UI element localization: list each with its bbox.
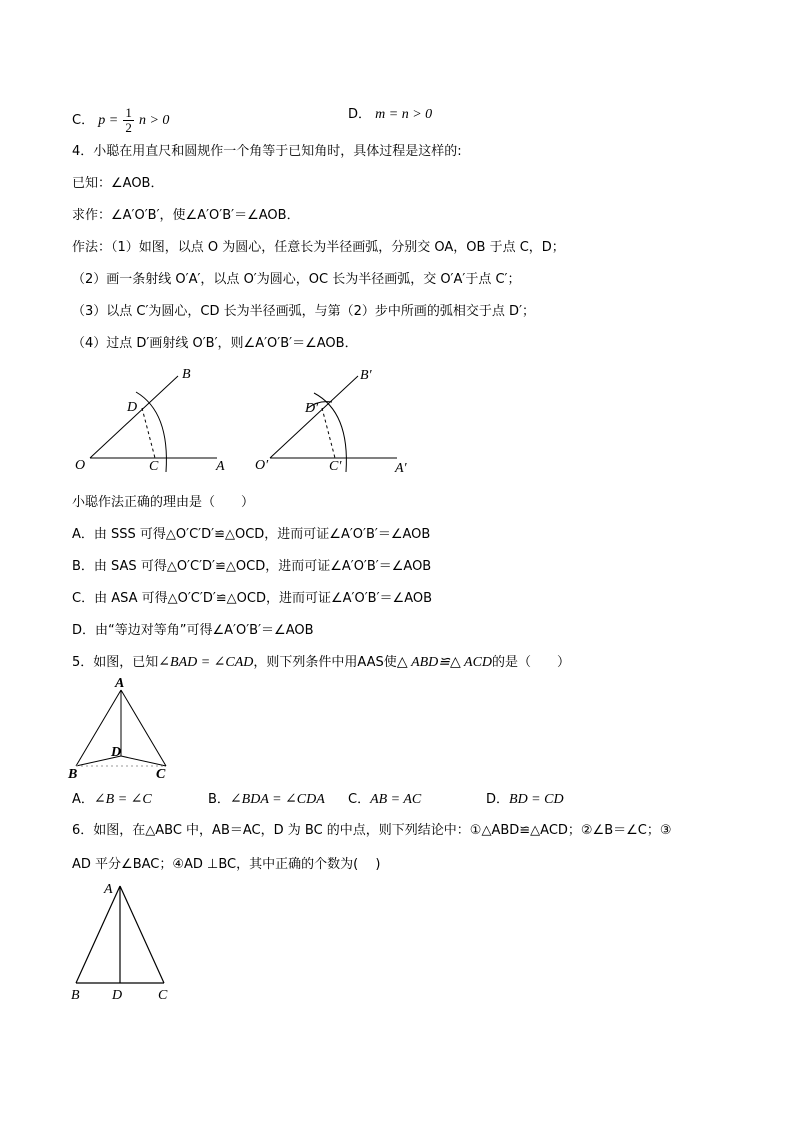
q3-option-c-fraction: $\frac{1}{2}$ <box>125 105 132 135</box>
q4-figure-constructed <box>250 362 420 477</box>
dashed-cd <box>142 408 155 458</box>
q3-option-c-expr-post: n > 0 <box>138 113 170 128</box>
label-a: A <box>216 459 225 474</box>
q5-option-d[interactable]: D．BD = CD <box>486 792 564 807</box>
label-o-prime: O′ <box>255 458 269 473</box>
label-d-prime: D′ <box>305 401 319 416</box>
q3-option-d-expr: m = n > 0 <box>375 107 433 122</box>
edge-cd <box>121 756 166 766</box>
q5-option-c[interactable]: C．AB = AC <box>348 792 422 807</box>
label-c: C <box>158 988 168 1003</box>
q6-line2: AD 平分∠BAC；④AD ⊥BC，其中正确的个数为( ) <box>72 857 381 872</box>
q3-option-c-expr-pre: p = <box>98 113 119 128</box>
q5-option-b[interactable]: B．∠BDA = ∠CDA <box>208 792 325 807</box>
label-c-prime: C′ <box>329 459 342 474</box>
q4-step4: （4）过点 D′画射线 O′B′，则∠A′O′B′＝∠AOB． <box>72 336 358 351</box>
label-b-prime: B′ <box>360 368 372 383</box>
label-d: D <box>127 400 138 415</box>
label-b: B <box>182 367 191 382</box>
edge-ac <box>120 886 164 983</box>
q4-stem: 4．小聪在用直尺和圆规作一个角等于已知角时，具体过程是这样的: <box>72 144 462 159</box>
label-b: B <box>71 988 80 1003</box>
q4-step1: 作法：（1）如图，以点 O 为圆心，任意长为半径画弧，分别交 OA，OB 于点 C，D； <box>72 240 565 255</box>
edge-ab <box>76 886 120 983</box>
q4-construct: 求作：∠A′O′B′，使∠A′O′B′＝∠AOB． <box>72 208 300 223</box>
q6-figure <box>64 876 184 1006</box>
q5-stem-math1: ∠BAD = ∠CAD <box>158 655 254 670</box>
ray-ob <box>90 376 178 458</box>
q4-option-b[interactable]: B．由 SAS 可得△O′C′D′≌△OCD，进而可证∠A′O′B′＝∠AOB <box>72 559 432 574</box>
q6-line1: 6．如图，在△ABC 中，AB＝AC，D 为 BC 的中点，则下列结论中：①△ABD≌△ACD；②∠B＝∠C；③ <box>72 823 672 838</box>
label-d: D <box>111 745 122 760</box>
q3-option-c[interactable]: C． p = $\frac{1}{2}$ n > 0 <box>72 105 170 135</box>
label-o: O <box>75 458 86 473</box>
label-a: A <box>104 882 113 897</box>
label-c: C <box>149 459 159 474</box>
q4-given: 已知：∠AOB． <box>72 176 164 191</box>
q4-step2: （2）画一条射线 O′A′，以点 O′为圆心，OC 长为半径画弧，交 O′A′于点 C′； <box>72 272 521 287</box>
q4-option-d[interactable]: D．由“等边对等角”可得∠A′O′B′＝∠AOB <box>72 623 314 638</box>
label-a-prime: A′ <box>395 461 407 476</box>
q5-option-a[interactable]: A．∠B = ∠C <box>72 792 152 807</box>
q4-step3: （3）以点 C′为圆心，CD 长为半径画弧，与第（2）步中所画的弧相交于点 D′； <box>72 304 536 319</box>
label-d: D <box>112 988 123 1003</box>
q5-figure <box>64 676 184 786</box>
q5-stem: 5．如图，已知∠BAD = ∠CAD，则下列条件中用AAS使△ ABD≌△ ACD的是（ ） <box>72 655 571 670</box>
q3-option-d[interactable]: D． m = n > 0 <box>348 107 433 122</box>
label-a: A <box>115 676 125 691</box>
q4-question: 小聪作法正确的理由是（ ） <box>72 495 255 510</box>
label-b: B <box>68 767 78 782</box>
q4-option-c[interactable]: C．由 ASA 可得△O′C′D′≌△OCD，进而可证∠A′O′B′＝∠AOB <box>72 591 433 606</box>
q4-option-a[interactable]: A．由 SSS 可得△O′C′D′≌△OCD，进而可证∠A′O′B′＝∠AOB <box>72 527 431 542</box>
q4-figure-original <box>70 362 240 477</box>
edge-ac <box>121 690 166 766</box>
label-c: C <box>156 767 166 782</box>
ray-ob-prime <box>270 376 358 458</box>
q5-stem-math2: △ ABD≌△ ACD <box>396 655 493 670</box>
dashed-cd-prime <box>322 408 335 458</box>
